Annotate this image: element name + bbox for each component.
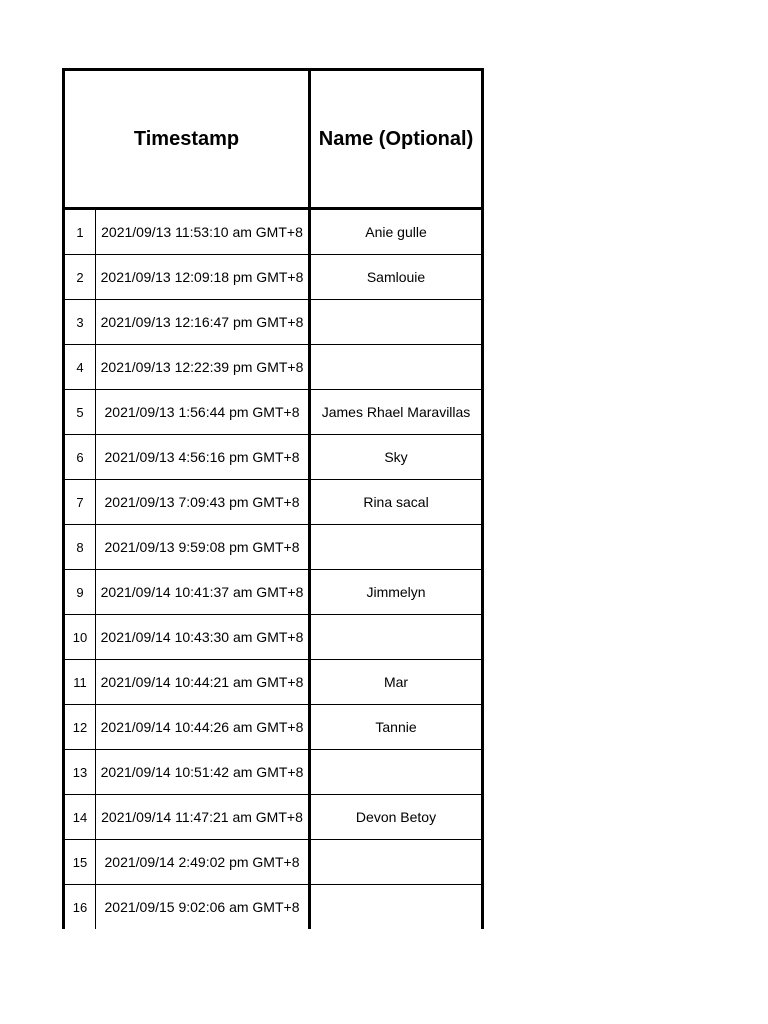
row-index-cell: 11 <box>64 660 96 705</box>
name-cell: Devon Betoy <box>310 795 483 840</box>
timestamp-cell: 2021/09/13 7:09:43 pm GMT+8 <box>96 480 310 525</box>
timestamp-cell: 2021/09/13 4:56:16 pm GMT+8 <box>96 435 310 480</box>
timestamp-cell: 2021/09/13 12:09:18 pm GMT+8 <box>96 255 310 300</box>
table-row <box>64 209 483 255</box>
name-cell <box>310 525 483 570</box>
timestamp-cell: 2021/09/13 12:22:39 pm GMT+8 <box>96 345 310 390</box>
row-index-cell: 6 <box>64 435 96 480</box>
timestamp-cell: 2021/09/14 11:47:21 am GMT+8 <box>96 795 310 840</box>
header-row <box>64 70 483 209</box>
table-row <box>64 300 483 345</box>
responses-table <box>62 68 484 929</box>
timestamp-cell: 2021/09/13 12:16:47 pm GMT+8 <box>96 300 310 345</box>
name-cell <box>310 885 483 930</box>
table-row <box>64 885 483 930</box>
row-index-cell: 12 <box>64 705 96 750</box>
table-row <box>64 795 483 840</box>
row-index-cell: 1 <box>64 209 96 255</box>
name-cell <box>310 615 483 660</box>
timestamp-cell: 2021/09/14 10:41:37 am GMT+8 <box>96 570 310 615</box>
row-index-cell: 13 <box>64 750 96 795</box>
table-row <box>64 255 483 300</box>
name-cell: Rina sacal <box>310 480 483 525</box>
row-index-cell: 9 <box>64 570 96 615</box>
name-cell: Anie gulle <box>310 209 483 255</box>
name-cell <box>310 345 483 390</box>
timestamp-cell: 2021/09/14 10:43:30 am GMT+8 <box>96 615 310 660</box>
name-header: Name (Optional) <box>310 70 483 209</box>
name-cell: Sky <box>310 435 483 480</box>
name-cell <box>310 750 483 795</box>
name-cell: Mar <box>310 660 483 705</box>
table-row <box>64 390 483 435</box>
name-cell: Tannie <box>310 705 483 750</box>
table-row <box>64 750 483 795</box>
table-row <box>64 345 483 390</box>
name-cell: Samlouie <box>310 255 483 300</box>
row-index-cell: 10 <box>64 615 96 660</box>
name-cell <box>310 300 483 345</box>
row-index-cell: 5 <box>64 390 96 435</box>
timestamp-cell: 2021/09/13 1:56:44 pm GMT+8 <box>96 390 310 435</box>
timestamp-cell: 2021/09/13 9:59:08 pm GMT+8 <box>96 525 310 570</box>
table-row <box>64 480 483 525</box>
timestamp-cell: 2021/09/14 10:44:21 am GMT+8 <box>96 660 310 705</box>
table-row <box>64 525 483 570</box>
table-row <box>64 660 483 705</box>
timestamp-cell: 2021/09/13 11:53:10 am GMT+8 <box>96 209 310 255</box>
timestamp-cell: 2021/09/15 9:02:06 am GMT+8 <box>96 885 310 930</box>
row-index-cell: 16 <box>64 885 96 930</box>
table-row <box>64 435 483 480</box>
timestamp-cell: 2021/09/14 10:44:26 am GMT+8 <box>96 705 310 750</box>
row-index-cell: 15 <box>64 840 96 885</box>
table-row <box>64 615 483 660</box>
row-index-cell: 3 <box>64 300 96 345</box>
row-index-cell: 4 <box>64 345 96 390</box>
timestamp-cell: 2021/09/14 2:49:02 pm GMT+8 <box>96 840 310 885</box>
row-index-cell: 7 <box>64 480 96 525</box>
timestamp-header: Timestamp <box>64 70 310 209</box>
name-cell: James Rhael Maravillas <box>310 390 483 435</box>
table-row <box>64 705 483 750</box>
row-index-cell: 14 <box>64 795 96 840</box>
responses-sheet <box>62 68 481 929</box>
timestamp-cell: 2021/09/14 10:51:42 am GMT+8 <box>96 750 310 795</box>
name-cell: Jimmelyn <box>310 570 483 615</box>
row-index-cell: 2 <box>64 255 96 300</box>
table-row <box>64 570 483 615</box>
row-index-cell: 8 <box>64 525 96 570</box>
table-row <box>64 840 483 885</box>
name-cell <box>310 840 483 885</box>
